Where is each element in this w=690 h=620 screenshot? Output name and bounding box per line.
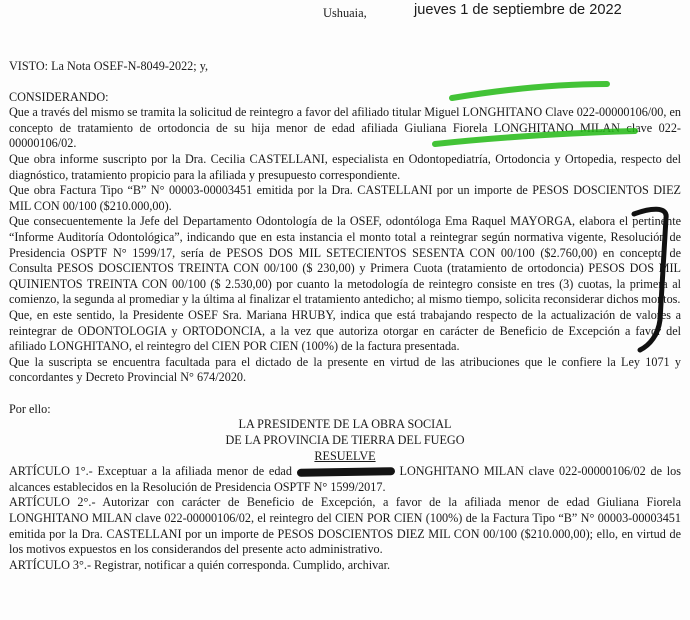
document-body — [9, 59, 681, 573]
visto-line: VISTO: La Nota OSEF-N-8049-2022; y, — [9, 59, 209, 73]
article-3: ARTÍCULO 3°.- Registrar, notificar a quién corresponda. Cumplido, archivar. — [9, 557, 391, 572]
article-1-start: ARTÍCULO 1°.- Exceptuar a la afiliada menor de edad — [9, 464, 292, 479]
resuelve-label: RESUELVE — [314, 448, 376, 463]
considerando-title: CONSIDERANDO: — [9, 89, 109, 104]
considerando-paragraph-2: Que obra informe suscripto por la Dra. Cecilia CASTELLANI, especialista en Odontopediatría, Ortodoncia y Ortopedia, respecto del diagnóstico, tratamiento propicio para la afiliada y presupuesto correspondiente. — [9, 151, 681, 182]
header-place: Ushuaia, — [323, 6, 367, 20]
redaction-mark — [297, 468, 395, 478]
considerando-paragraph-3: Que obra Factura Tipo “B” N° 00003-00003451 emitida por la Dra. CASTELLANI por un importe de PESOS DOSCIENTOS DIEZ MIL CON 00/100 ($210.000,00). — [9, 183, 681, 213]
considerando-paragraph-6: Que la suscripta se encuentra facultada para el dictado de la presente en virtud de las atribuciones que le confiere la Ley 1071 y concordantes y Decreto Provincial N° 674/2020. — [9, 354, 681, 385]
considerando-paragraph-4: Que consecuentemente la Jefe del Departamento Odontología de la OSEF, odontóloga Ema Raquel MAYORGA, elabora el pertinente “Informe Auditoría Odontológica”, indicando que en esta instancia el monto total a reintegrar según normativa vigente, Resolución de Presidencia OSPTF N° 1599/17, sería de PESOS DOS MIL SETECIENTOS SESENTA CON 00/100 ($2.760,00) en concepto de Consulta PESOS DOSCIENTOS TREINTA CON 00/100 ($ 230,00) y Primera Cuota (tratamiento de ortodoncia) PESOS DOS MIL QUINIENTOS TREINTA CON 00/100 ($ 2.530,00) por cuanto la metodología de reintegro consiste en tres (3) cuotas, la primera al comienzo, la segunda al promediar y la última al finalizar el tratamiento antedicho; al mismo tiempo, solicita reconsiderar dichos montos. — [9, 214, 681, 307]
article-1-end: LONGHITANO MILAN clave 022-00000106/02 de los alcances establecidos en la Resolución de Presidencia OSPTF N° 1599/2017. — [9, 464, 681, 494]
article-2: ARTÍCULO 2°.- Autorizar con carácter de Beneficio de Excepción, a favor de la afiliada menor de edad Giuliana Fiorela LONGHITANO MILAN clave 022-00000106/02, el reintegro del CIEN POR CIEN (100%) de la Factura Tipo “B” N° 00003-00003451 emitida por la Dra. CASTELLANI por un importe de PESOS DOSCIENTOS DIEZ MIL CON 00/100 ($210.000,00); ello, en virtud de los motivos expuestos en los considerandos del presente acto administrativo. — [9, 495, 681, 557]
por-ello-line: Por ello: — [9, 401, 51, 416]
authority-line-1: LA PRESIDENTE DE LA OBRA SOCIAL — [238, 417, 452, 432]
resuelve-heading — [9, 449, 681, 465]
article-1 — [9, 464, 681, 495]
considerando-paragraph-5: Que, en este sentido, la Presidente OSEF Sra. Mariana HRUBY, indica que está trabajando respecto de la actualización de valores a reintegrar de ODONTOLOGIA y ORTODONCIA, a la vez que autoriza otorgar en carácter de Beneficio de Excepción a favor del afiliado LONGHITANO, el reintegro del CIEN POR CIEN (100%) de la factura presentada. — [9, 307, 681, 354]
header-date: jueves 1 de septiembre de 2022 — [414, 2, 622, 18]
authority-line-2: DE LA PROVINCIA DE TIERRA DEL FUEGO — [225, 433, 465, 448]
considerando-paragraph-1: Que a través del mismo se tramita la solicitud de reintegro a favor del afiliado titular Miguel LONGHITANO Clave 022-00000106/00, en concepto de tratamiento de ortodoncia de su hija menor de edad afiliada Giuliana Fiorela LONGHITANO MILAN clave 022-00000106/02. — [9, 105, 681, 151]
